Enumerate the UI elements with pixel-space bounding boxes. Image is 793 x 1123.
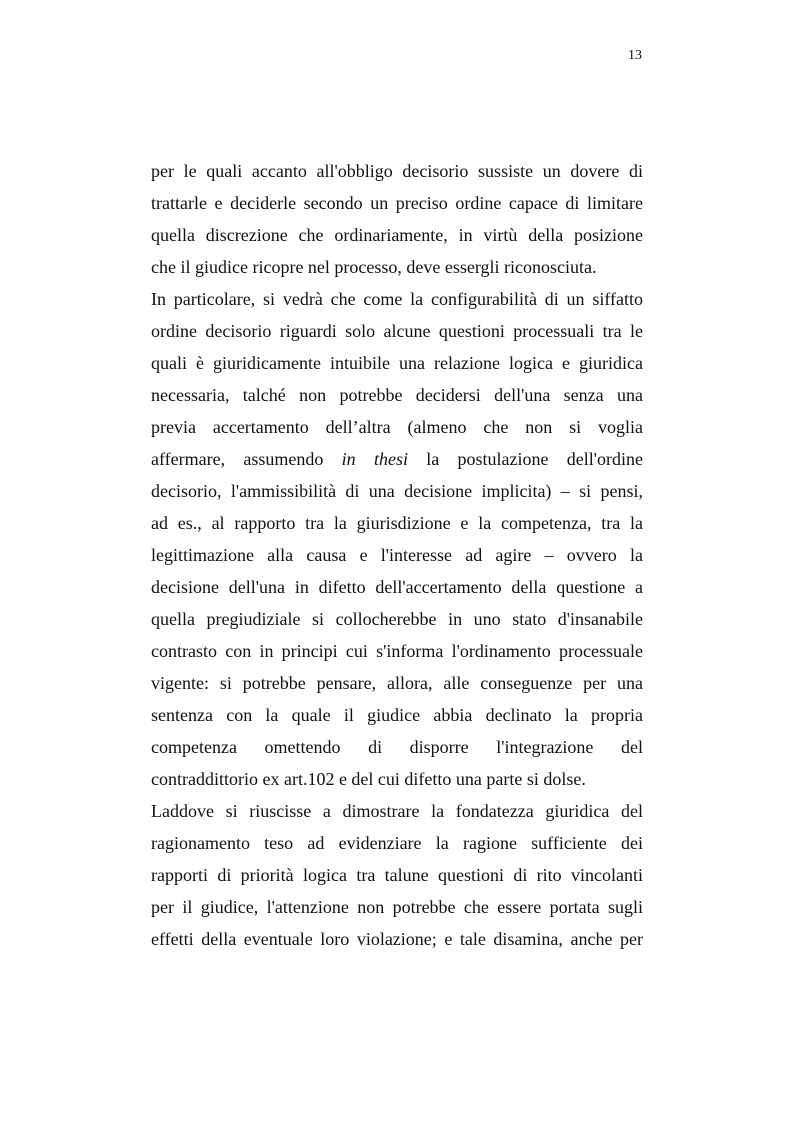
- text-line-12: ad es., al rapporto tra la giurisdizione e la competenza, tra la: [151, 513, 643, 533]
- text-line-1: per le quali accanto all'obbligo decisorio sussiste un dovere di: [151, 161, 643, 181]
- italic-phrase: in thesi: [341, 449, 408, 469]
- text-line-9: previa accertamento dell’altra (almeno che non si voglia: [151, 417, 643, 437]
- text-line-25: effetti della eventuale loro violazione; e tale disamina, anche per: [151, 929, 643, 949]
- text-line-8: necessaria, talché non potrebbe decidersi dell'una senza una: [151, 385, 643, 405]
- body-text: [151, 155, 643, 955]
- text-line-18: sentenza con la quale il giudice abbia declinato la propria: [151, 705, 643, 725]
- text-line-19: competenza omettendo di disporre l'integrazione del: [151, 737, 643, 757]
- text-line-16: contrasto con in principi cui s'informa l'ordinamento processuale: [151, 641, 643, 661]
- text-line-10-after: la postulazione dell'ordine: [407, 449, 643, 469]
- text-line-6: ordine decisorio riguardi solo alcune questioni processuali tra le: [151, 321, 643, 341]
- text-line-23: rapporti di priorità logica tra talune questioni di rito vincolanti: [151, 865, 643, 885]
- text-line-10-before: affermare, assumendo: [151, 449, 342, 469]
- text-line-21: Laddove si riuscisse a dimostrare la fondatezza giuridica del: [151, 801, 643, 821]
- text-line-2: trattarle e deciderle secondo un preciso ordine capace di limitare: [151, 193, 643, 213]
- page-number: 13: [628, 48, 642, 63]
- text-line-10: [151, 443, 643, 475]
- text-line-14: decisione dell'una in difetto dell'accertamento della questione a: [151, 577, 643, 597]
- text-line-3: quella discrezione che ordinariamente, in virtù della posizione: [151, 225, 643, 245]
- text-line-5: In particolare, si vedrà che come la configurabilità di un siffatto: [151, 289, 643, 309]
- text-line-20: contraddittorio ex art.102 e del cui difetto una parte si dolse.: [151, 769, 586, 789]
- text-line-24: per il giudice, l'attenzione non potrebbe che essere portata sugli: [151, 897, 643, 917]
- text-line-7: quali è giuridicamente intuibile una relazione logica e giuridica: [151, 353, 643, 373]
- text-line-13: legittimazione alla causa e l'interesse ad agire – ovvero la: [151, 545, 643, 565]
- text-line-11: decisorio, l'ammissibilità di una decisione implicita) – si pensi,: [151, 481, 643, 501]
- text-line-4: che il giudice ricopre nel processo, deve essergli riconosciuta.: [151, 257, 597, 277]
- text-line-22: ragionamento teso ad evidenziare la ragione sufficiente dei: [151, 833, 643, 853]
- text-line-17: vigente: si potrebbe pensare, allora, alle conseguenze per una: [151, 673, 643, 693]
- text-line-15: quella pregiudiziale si collocherebbe in uno stato d'insanabile: [151, 609, 643, 629]
